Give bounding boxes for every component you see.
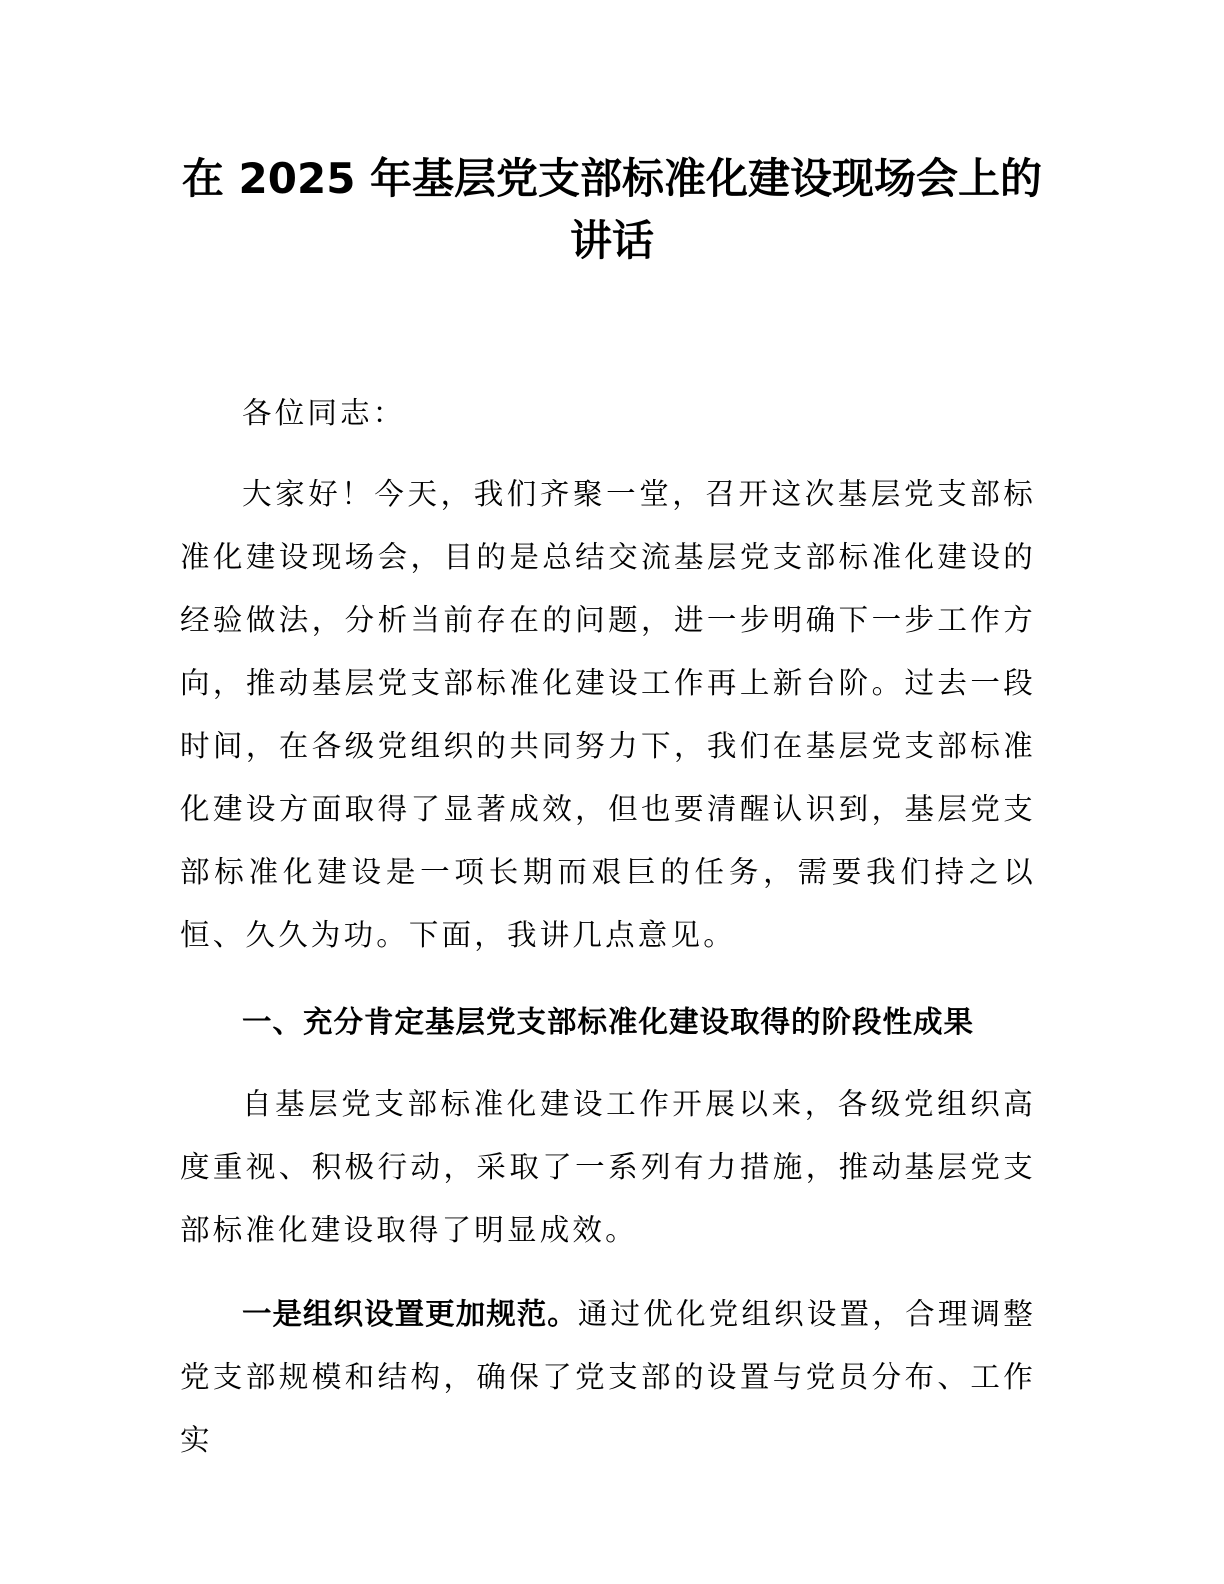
point-1-text: 通过优化党组织设置，合理调整党支部规模和结构，确保了党支部的设置与党员分布、工作实 [180,1297,1036,1457]
point-1-lead: 一是组织设置更加规范。 [242,1297,578,1331]
section-1-heading: 一、充分肯定基层党支部标准化建设取得的阶段性成果 [242,1005,975,1039]
intro-paragraph: 大家好！今天，我们齐聚一堂，召开这次基层党支部标准化建设现场会，目的是总结交流基层党支部标准化建设的经验做法，分析当前存在的问题，进一步明确下一步工作方向，推动基层党支部标准化建设工作再上新台阶。过去一段时间，在各级党组织的共同努力下，我们在基层党支部标准化建设方面取得了显著成效，但也要清醒认识到，基层党支部标准化建设是一项长期而艰巨的任务，需要我们持之以恒、久久为功。下面，我讲几点意见。 [180,477,1036,952]
salutation: 各位同志： [242,396,406,430]
document-title [176,148,1048,272]
title-line-1: 在 2025 年基层党支部标准化建设现场会上的 [181,154,1043,203]
title-line-2: 讲话 [569,216,654,265]
section-1-paragraph: 自基层党支部标准化建设工作开展以来，各级党组织高度重视、积极行动，采取了一系列有力措施，推动基层党支部标准化建设取得了明显成效。 [180,1087,1036,1247]
point-1-paragraph [180,1283,1036,1472]
